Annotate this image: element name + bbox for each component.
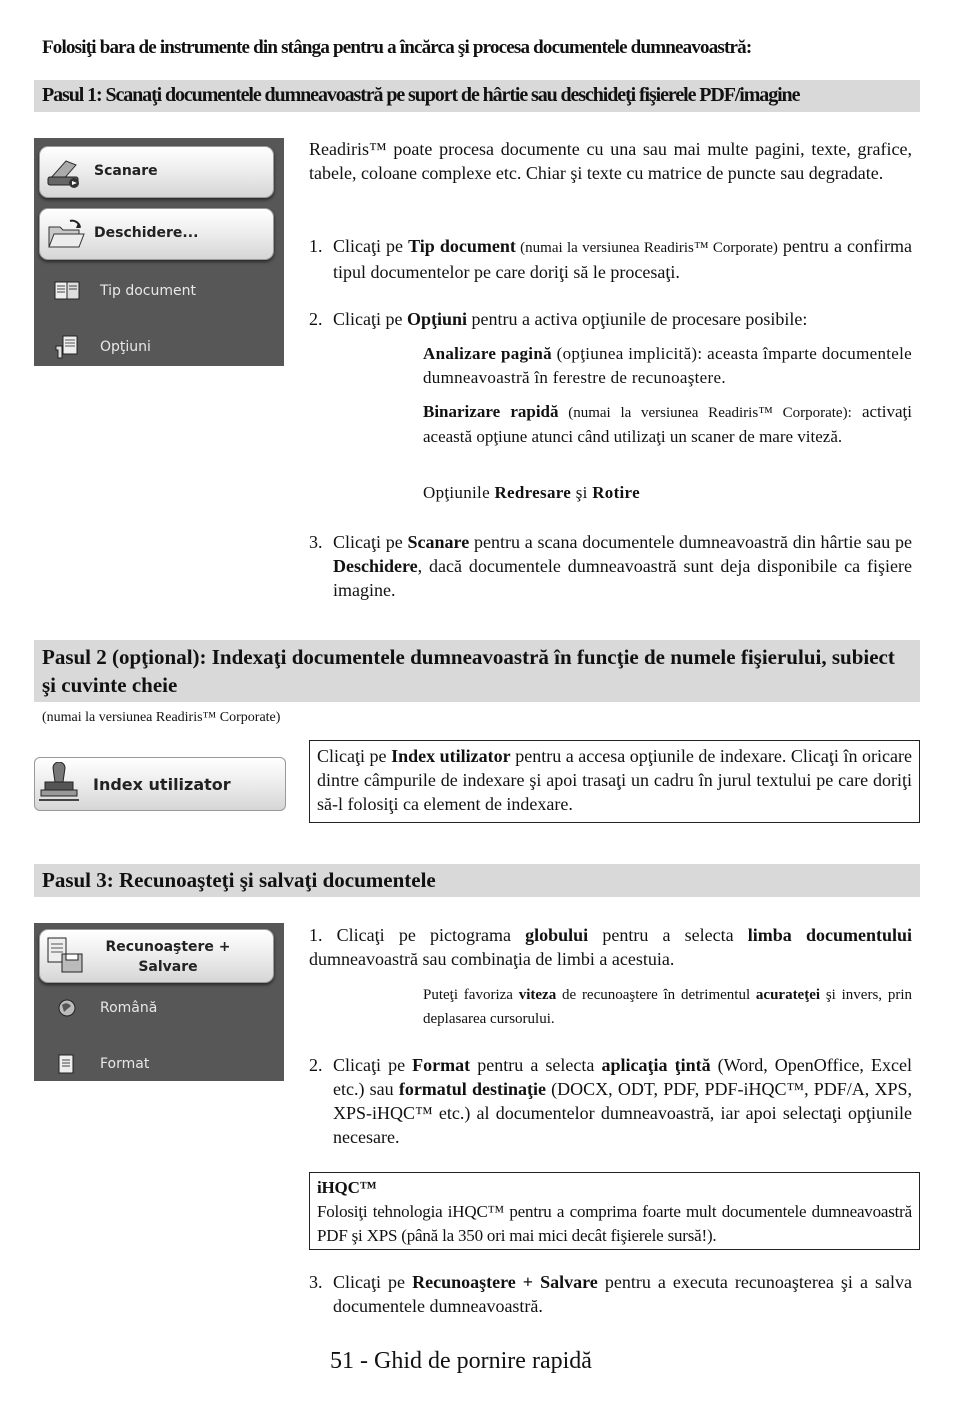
open-label: Deschidere...: [94, 225, 199, 241]
step1-item1: 1. Clicaţi pe Tip document (numai la versiunea Readiris™ Corporate) pentru a confirma tipul documentelor pe care doriţi să le procesaţi.: [309, 236, 912, 282]
page-heading: Folosiţi bara de instrumente din stânga pentru a încărca şi procesa documentele dumneavoastră:: [42, 37, 752, 58]
step2-title: Pasul 2 (opţional): Indexaţi documentele dumneavoastră în funcţie de numele fişierului, subiect şi cuvinte cheie: [34, 640, 920, 702]
format-menu-item[interactable]: [52, 1051, 149, 1077]
globe-icon: [52, 995, 82, 1021]
step3-item2: 2. Clicaţi pe Format pentru a selecta aplicaţia ţintă (Word, OpenOffice, Excel etc.) sau formatul destinaţie (DOCX, ODT, PDF, PDF-iHQC™, PDF/A, XPS, XPS-iHQC™ etc.) al documentelor dumneavoastră, iar apoi selectaţi opţiunile necesare.: [309, 1055, 913, 1147]
option-deskew-rotate: Opţiunile Redresare şi Rotire: [423, 483, 640, 502]
page-footer: 51 - Ghid de pornire rapidă: [330, 1348, 592, 1374]
step3-title: Pasul 3: Recunoaşteţi şi salvaţi documentele: [34, 864, 920, 897]
option-fast-binarization: Binarizare rapidă (numai la versiunea Readiris™ Corporate): activaţi această opţiune atunci când utilizaţi un scaner de mare viteză.: [423, 402, 912, 446]
ihqc-title: iHQC™: [317, 1178, 377, 1197]
options-menu-item[interactable]: [52, 334, 151, 360]
format-icon: [52, 1051, 82, 1077]
ihqc-text: Folosiţi tehnologia iHQC™ pentru a comprima foarte mult documentele dumneavoastră PDF şi XPS (până la 350 ori mai mici decât fişierele sursă!).: [317, 1202, 912, 1245]
step1-toolbar: [34, 138, 284, 366]
step1-intro: Readiris™ poate procesa documente cu una sau mai multe pagini, texte, grafice, tabele, coloane complexe etc. Chiar şi texte cu matrice de puncte sau degradate.: [309, 139, 912, 183]
ihqc-info-box: [309, 1172, 920, 1250]
index-user-button[interactable]: [34, 757, 286, 811]
step1-item2: 2. Clicaţi pe Opţiuni pentru a activa opţiunile de procesare posibile:: [309, 309, 808, 329]
scanner-icon: [46, 155, 86, 193]
folder-icon: [46, 217, 86, 255]
step3-toolbar: [34, 923, 284, 1081]
recognize-label-line2: Salvare: [138, 959, 198, 975]
options-label: Opţiuni: [100, 339, 151, 355]
open-button[interactable]: [39, 208, 274, 260]
doctype-label: Tip document: [100, 283, 196, 299]
step3-item1: 1. Clicaţi pe pictograma globului pentru a selecta limba documentului dumneavoastră sau combinaţia de limbi a acestuia.: [309, 925, 912, 969]
doctype-menu-item[interactable]: [52, 278, 196, 304]
language-menu-item[interactable]: [52, 995, 157, 1021]
format-label: Format: [100, 1056, 150, 1072]
scan-button[interactable]: [39, 146, 274, 198]
language-label: Română: [100, 1000, 158, 1016]
stamp-icon: [37, 762, 81, 810]
step2-instructions-box: Clicaţi pe Index utilizator pentru a accesa opţiunile de indexare. Clicaţi în oricare dintre câmpurile de indexare şi apoi trasaţi un cadru în jurul textului pe care doriţi să-l folosiţi ca element de indexare.: [309, 740, 920, 823]
step2-note: (numai la versiunea Readiris™ Corporate): [42, 710, 281, 725]
step1-item3: 3. Clicaţi pe Scanare pentru a scana documentele dumneavoastră din hârtie sau pe Deschidere, dacă documentele dumneavoastră sunt deja disponibile ca fişiere imagine.: [309, 532, 912, 600]
options-icon: [52, 334, 82, 360]
step3-item3: 3. Clicaţi pe Recunoaştere + Salvare pentru a executa recunoaşterea şi a salva documentele dumneavoastră.: [309, 1272, 913, 1316]
step1-title: Pasul 1: Scanaţi documentele dumneavoastră pe suport de hârtie sau deschideţi fişierele PDF/imagine: [34, 80, 920, 112]
option-page-analysis: Analizare pagină (opţiunea implicită): aceasta împarte documentele dumneavoastră în ferestre de recunoaştere.: [423, 344, 912, 387]
speed-accuracy-tip: Puteţi favoriza viteza de recunoaştere în detrimentul acurateţei şi invers, prin deplasarea cursorului.: [423, 987, 912, 1027]
recognize-save-button[interactable]: [39, 929, 274, 983]
document-type-icon: [52, 278, 82, 304]
index-user-label: Index utilizator: [93, 775, 231, 794]
scan-label: Scanare: [94, 163, 158, 179]
recognize-label-line1: Recunoaştere +: [105, 939, 231, 955]
recognize-save-icon: [46, 936, 86, 980]
